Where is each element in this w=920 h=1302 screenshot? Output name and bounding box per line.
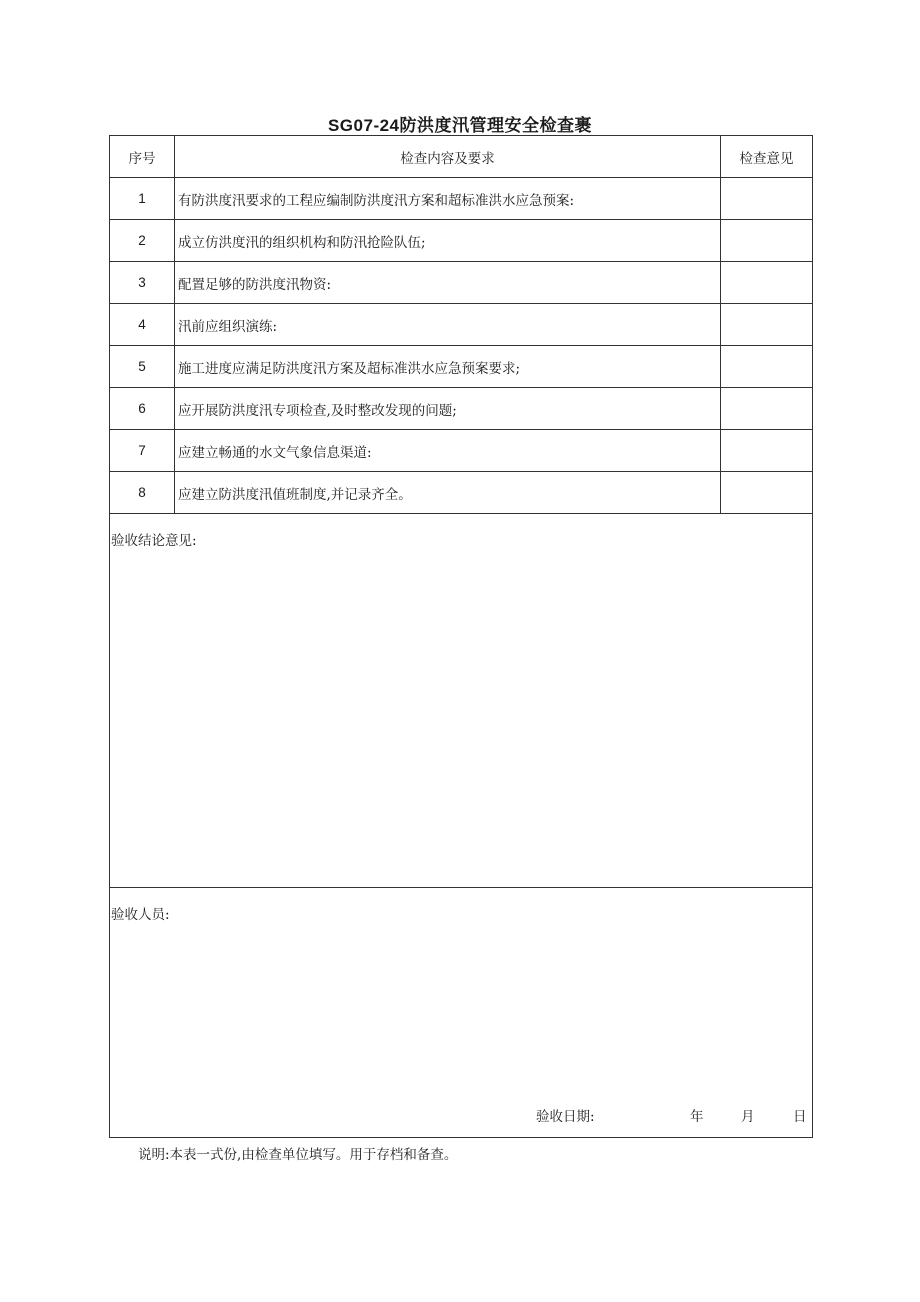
form-title [0,111,920,136]
conclusion-label: 验收结论意见: [111,533,197,549]
personnel-label: 验收人员: [111,907,170,923]
table-row [110,178,813,220]
row-content: 施工进度应满足防洪度汛方案及超标准洪水应急预案要求; [175,346,721,388]
row-number: 8 [110,472,175,514]
date-month-label: 月 [741,1109,755,1125]
table-row [110,304,813,346]
table-row [110,472,813,514]
date-day-label: 日 [793,1109,807,1125]
table-header-row [110,136,813,178]
opinion-cell[interactable] [721,304,813,346]
personnel-row [110,888,813,1138]
row-number: 1 [110,178,175,220]
form-code: SG07-24 [327,116,400,135]
form-note: 说明:本表一式份,由检查单位填写。用于存档和备查。 [138,1147,458,1163]
row-number: 3 [110,262,175,304]
opinion-cell[interactable] [721,430,813,472]
row-number: 7 [110,430,175,472]
row-content: 应开展防洪度汛专项检查,及时整改发现的问题; [175,388,721,430]
row-content: 成立仿洪度汛的组织机构和防汛抢险队伍; [175,220,721,262]
form-title-text: 防洪度汛管理安全检查裹 [399,116,593,136]
row-number: 5 [110,346,175,388]
opinion-cell[interactable] [721,262,813,304]
row-content: 应建立畅通的水文气象信息渠道: [175,430,721,472]
date-label: 验收日期: [536,1109,595,1125]
opinion-cell[interactable] [721,220,813,262]
row-content: 有防洪度汛要求的工程应编制防洪度汛方案和超标准洪水应急预案: [175,178,721,220]
table-row [110,346,813,388]
table-row [110,220,813,262]
opinion-cell[interactable] [721,472,813,514]
acceptance-date-row [110,1105,812,1125]
header-content: 检查内容及要求 [175,136,721,178]
row-content: 应建立防洪度汛值班制度,并记录齐全。 [175,472,721,514]
conclusion-row [110,514,813,888]
row-number: 2 [110,220,175,262]
opinion-cell[interactable] [721,346,813,388]
table-row [110,262,813,304]
table-row [110,430,813,472]
personnel-cell[interactable] [110,888,813,1138]
table-row [110,388,813,430]
row-number: 4 [110,304,175,346]
date-year-label: 年 [690,1109,704,1125]
inspection-table [109,135,813,1138]
header-no: 序号 [110,136,175,178]
opinion-cell[interactable] [721,388,813,430]
row-content: 配置足够的防洪度汛物资: [175,262,721,304]
conclusion-cell[interactable] [110,514,813,888]
row-number: 6 [110,388,175,430]
row-content: 汛前应组织演练: [175,304,721,346]
header-opinion: 检查意见 [721,136,813,178]
opinion-cell[interactable] [721,178,813,220]
